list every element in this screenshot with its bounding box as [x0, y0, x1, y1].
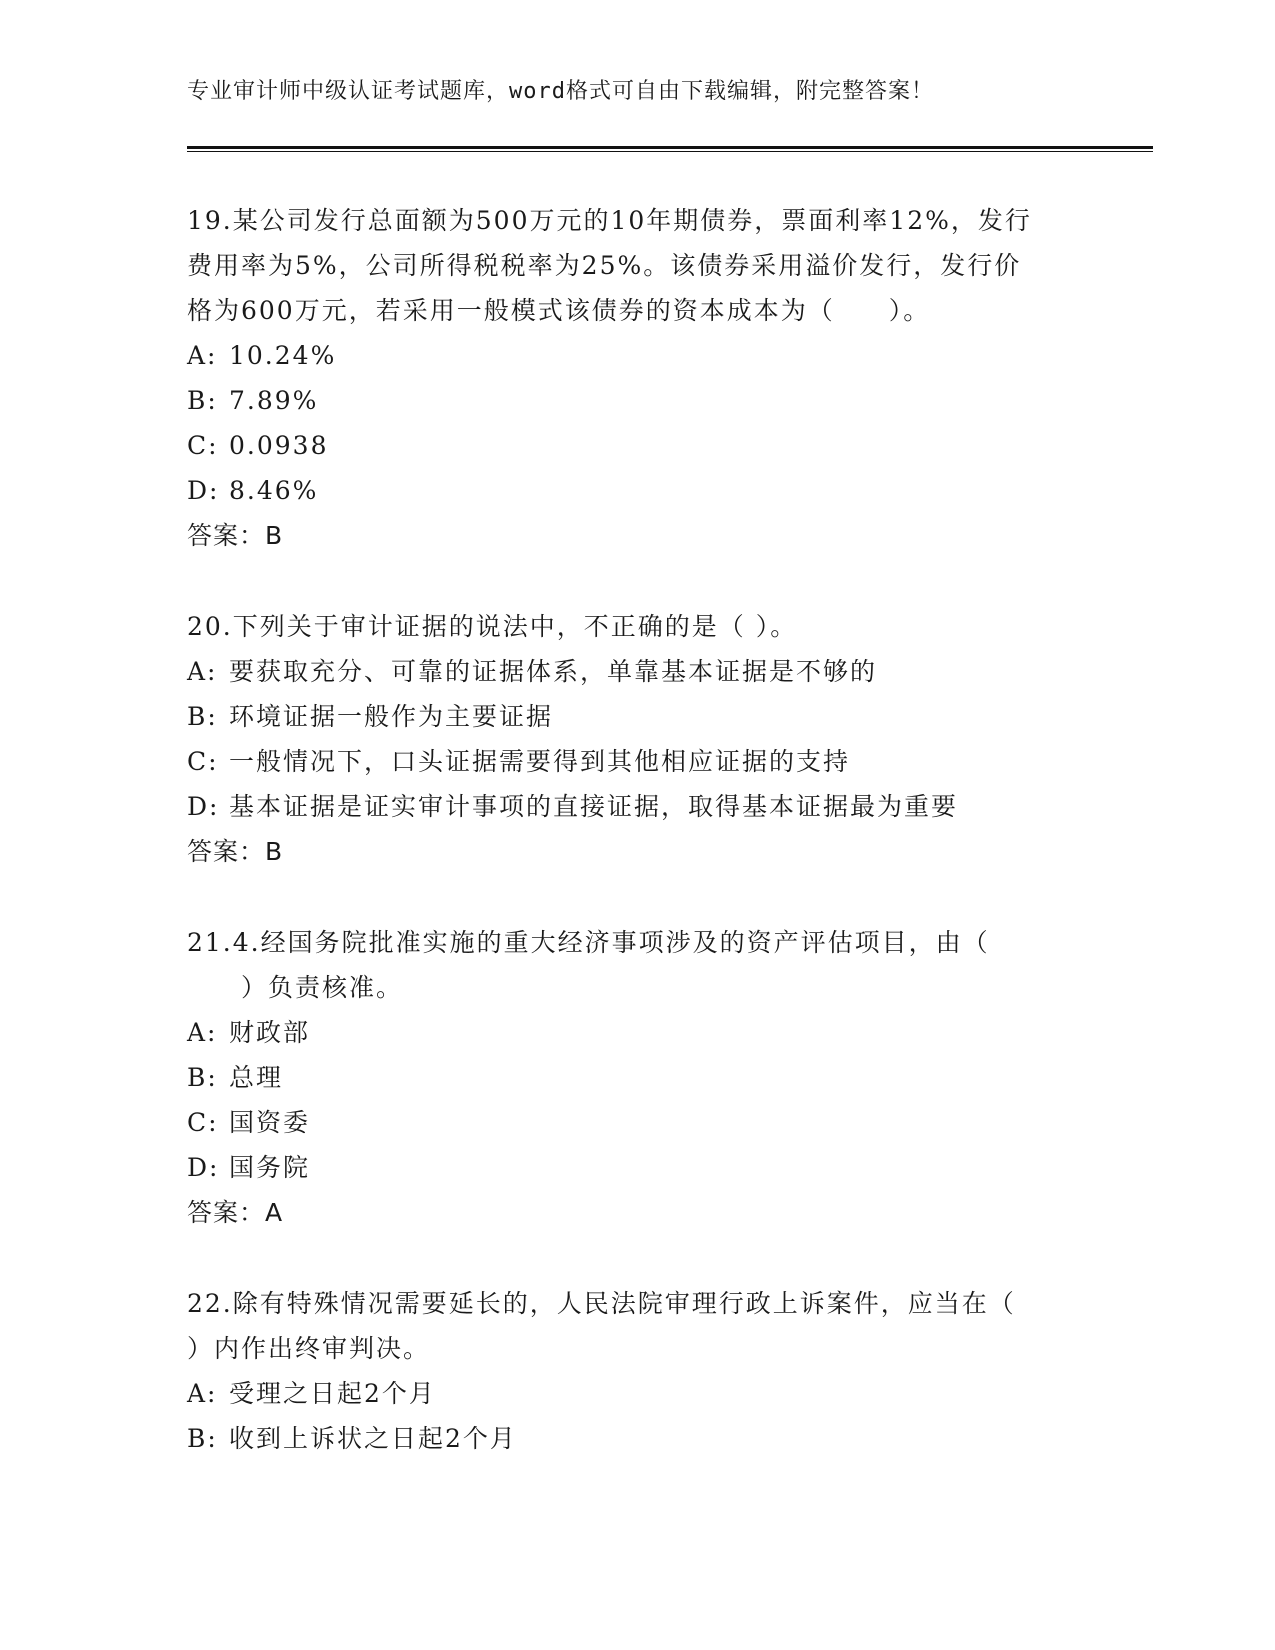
answer-line: 答案：A	[187, 1198, 284, 1227]
option-d	[187, 784, 1087, 829]
option-a	[187, 333, 1087, 378]
option-c	[187, 739, 1087, 784]
option-letter: B:	[187, 1424, 218, 1453]
option-text: 一般情况下，口头证据需要得到其他相应证据的支持	[229, 747, 851, 776]
option-text: 8.46%	[229, 476, 319, 505]
option-letter: A:	[187, 341, 218, 370]
option-text: 国务院	[229, 1153, 311, 1182]
option-letter: A:	[187, 657, 218, 686]
option-letter: D:	[187, 476, 220, 505]
option-text: 总理	[229, 1063, 284, 1092]
question-stem-line: 21.4.经国务院批准实施的重大经济事项涉及的资产评估项目，由（	[187, 928, 990, 957]
option-c	[187, 1100, 1087, 1145]
answer-line: 答案：B	[187, 837, 284, 866]
option-text: 国资委	[229, 1108, 311, 1137]
answer-line: 答案：B	[187, 521, 284, 550]
option-text: 0.0938	[229, 431, 329, 460]
option-text: 收到上诉状之日起2个月	[229, 1424, 517, 1453]
question-19	[187, 198, 1087, 558]
option-letter: A:	[187, 1018, 218, 1047]
question-stem-line: ）负责核准。	[187, 973, 404, 1002]
question-stem-line: 费用率为5%，公司所得税税率为25%。该债券采用溢价发行，发行价	[187, 251, 1022, 280]
page-header: 专业审计师中级认证考试题库，word格式可自由下载编辑，附完整答案！	[187, 79, 934, 104]
option-b	[187, 1416, 1087, 1461]
option-text: 7.89%	[229, 386, 319, 415]
question-list	[187, 198, 1087, 1507]
option-letter: A:	[187, 1379, 218, 1408]
question-stem-line: 22.除有特殊情况需要延长的，人民法院审理行政上诉案件，应当在（	[187, 1289, 1016, 1318]
question-stem-line: 20.下列关于审计证据的说法中，不正确的是（ ）。	[187, 612, 798, 641]
option-d	[187, 468, 1087, 513]
option-letter: B:	[187, 1063, 218, 1092]
option-a	[187, 1010, 1087, 1055]
question-stem-line: 19.某公司发行总面额为500万元的10年期债券，票面利率12%，发行	[187, 206, 1032, 235]
option-text: 财政部	[229, 1018, 311, 1047]
option-text: 基本证据是证实审计事项的直接证据，取得基本证据最为重要	[229, 792, 959, 821]
option-b	[187, 378, 1087, 423]
header-rule-thin	[187, 151, 1153, 152]
option-text: 环境证据一般作为主要证据	[229, 702, 554, 731]
option-letter: B:	[187, 386, 218, 415]
header-rule-thick	[187, 146, 1153, 149]
option-letter: C:	[187, 431, 219, 460]
option-a	[187, 1371, 1087, 1416]
option-a	[187, 649, 1087, 694]
option-letter: D:	[187, 792, 220, 821]
option-letter: C:	[187, 747, 219, 776]
question-22	[187, 1281, 1087, 1461]
option-letter: D:	[187, 1153, 220, 1182]
question-stem-line: 格为600万元，若采用一般模式该债券的资本成本为（ ）。	[187, 296, 931, 325]
option-c	[187, 423, 1087, 468]
option-d	[187, 1145, 1087, 1190]
option-letter: C:	[187, 1108, 219, 1137]
option-text: 10.24%	[229, 341, 337, 370]
option-text: 要获取充分、可靠的证据体系，单靠基本证据是不够的	[229, 657, 878, 686]
option-letter: B:	[187, 702, 218, 731]
question-21	[187, 920, 1087, 1235]
question-stem-line: ）内作出终审判决。	[187, 1334, 431, 1363]
option-b	[187, 694, 1087, 739]
option-text: 受理之日起2个月	[229, 1379, 436, 1408]
option-b	[187, 1055, 1087, 1100]
question-20	[187, 604, 1087, 874]
